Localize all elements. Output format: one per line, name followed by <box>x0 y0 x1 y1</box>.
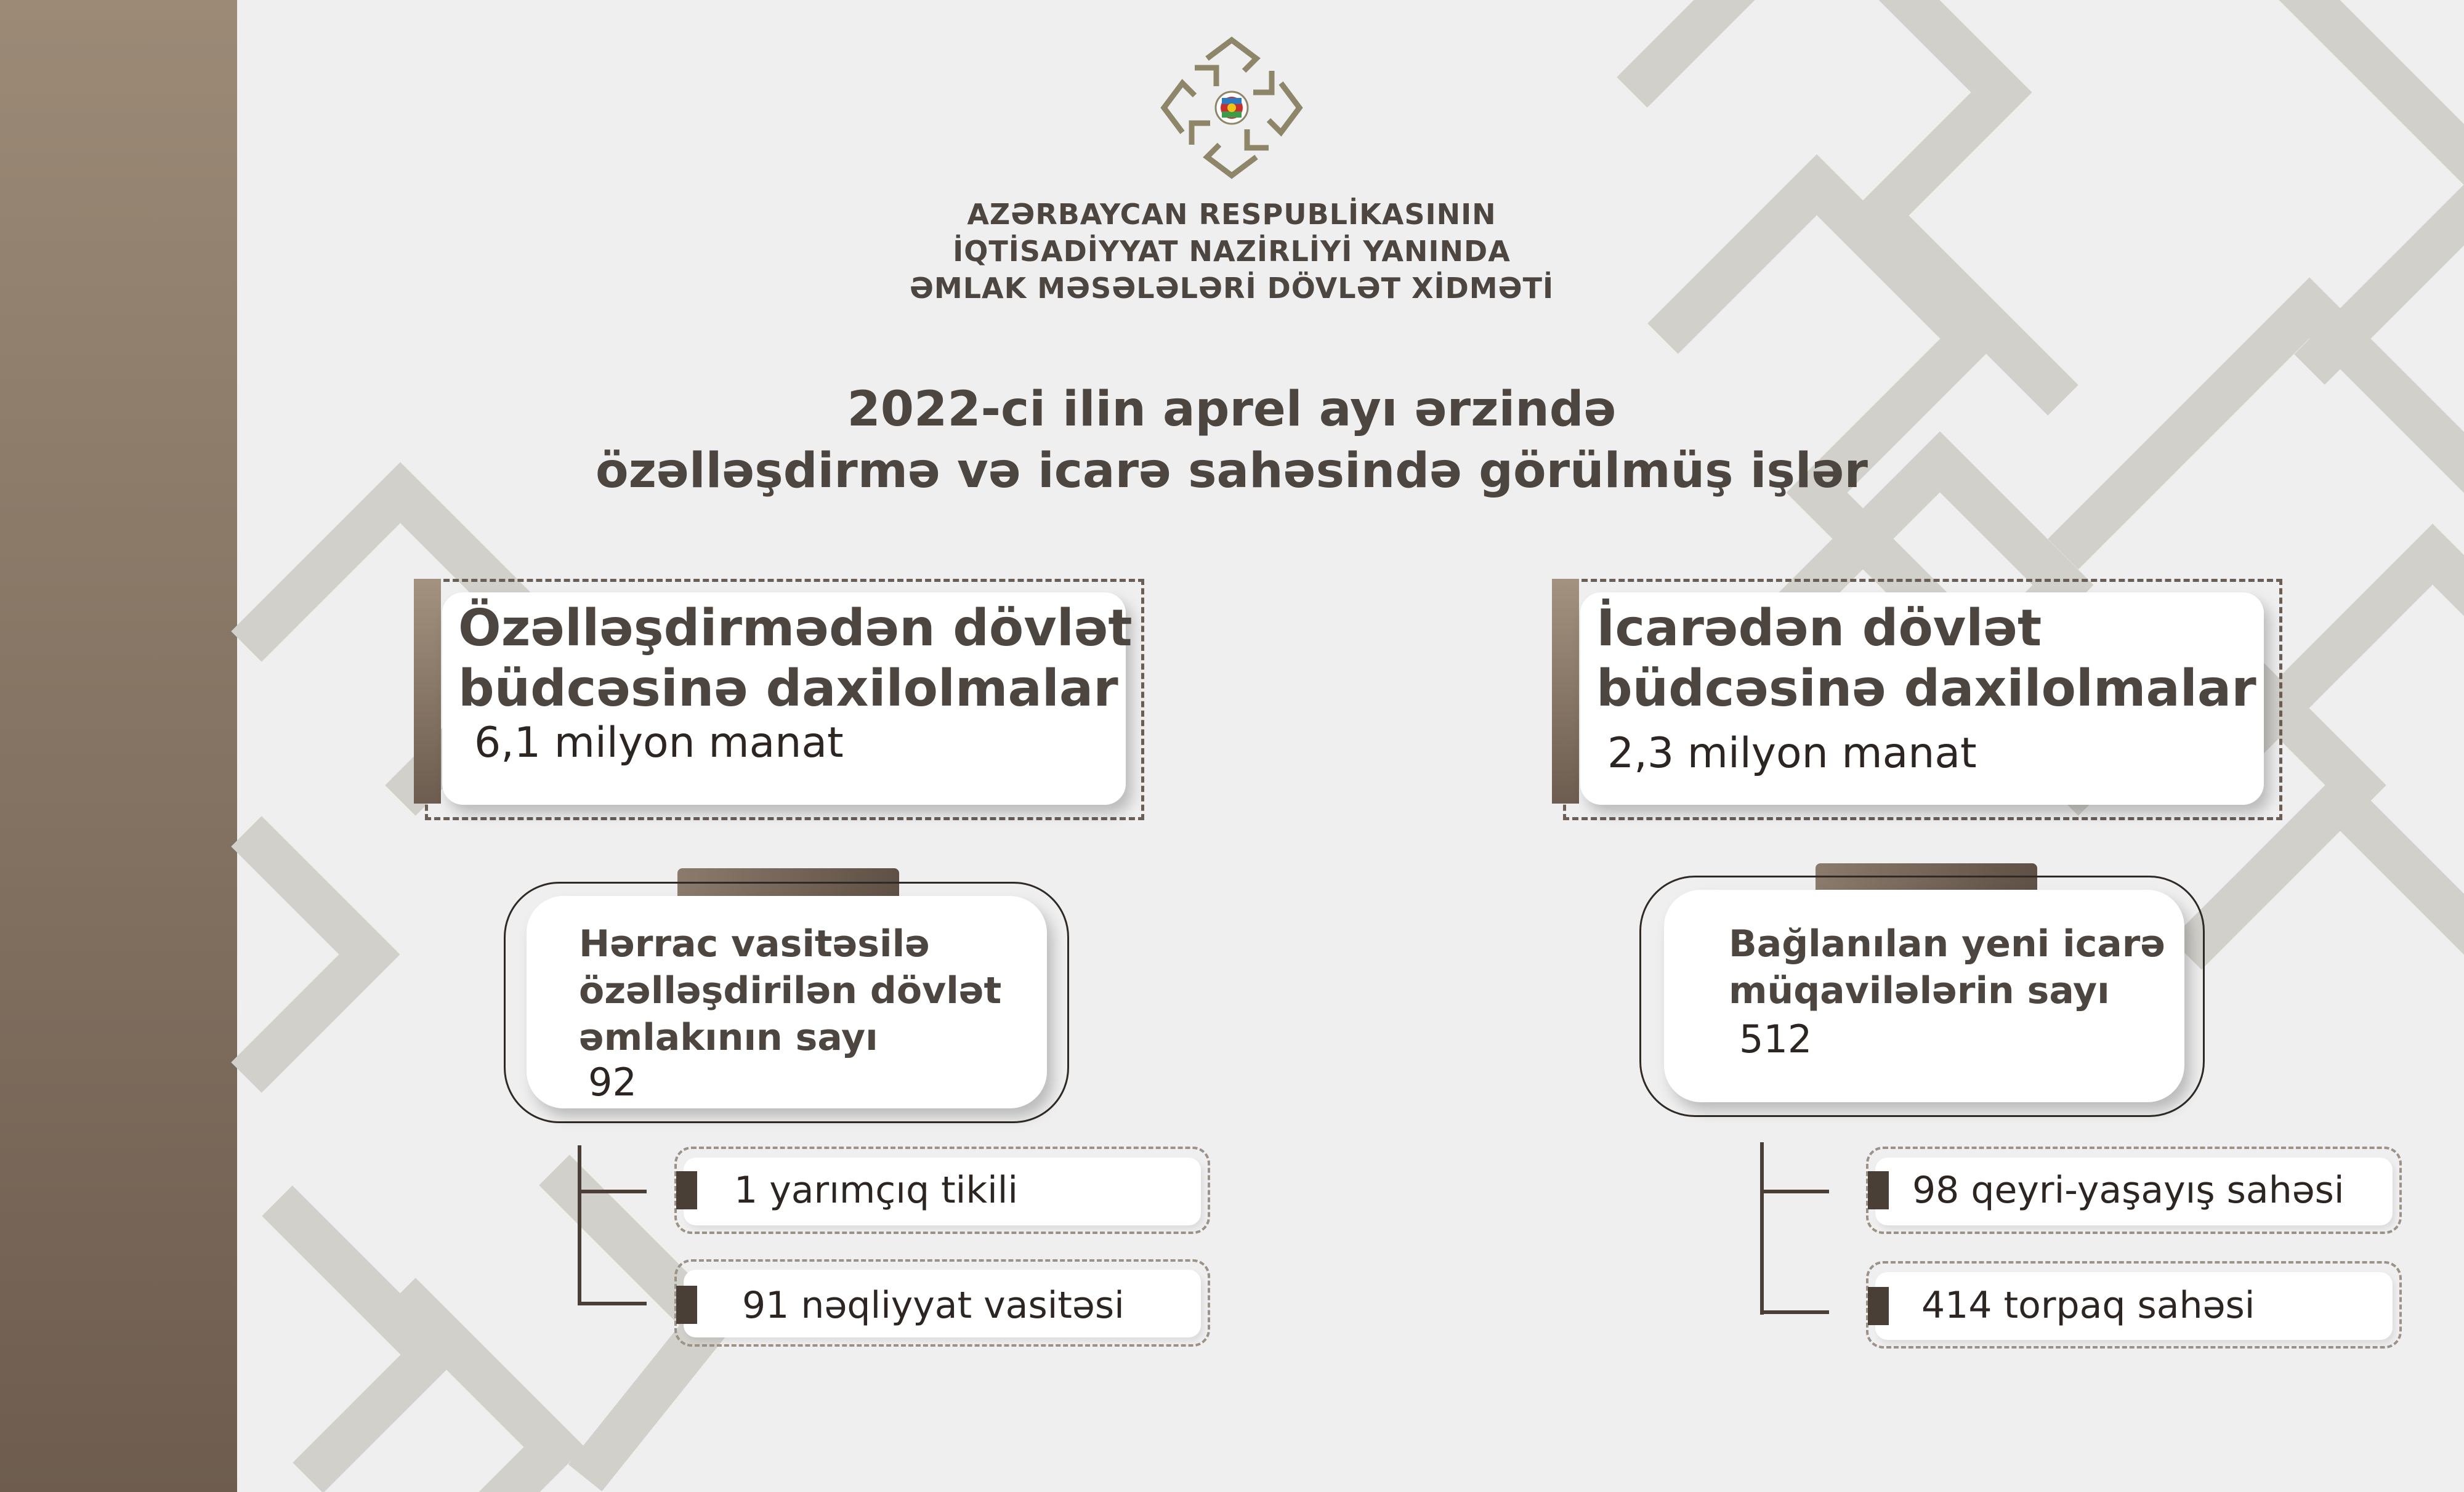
background-stroke <box>2063 308 2464 554</box>
background-stroke <box>246 831 370 1078</box>
page-title <box>493 379 1971 502</box>
organization-line-1: AZƏRBAYCAN RESPUBLİKASININ <box>967 198 1497 231</box>
bullet-tab-icon <box>676 1286 697 1324</box>
title-line-1: 2022-ci ilin aprel ayı ərzində <box>847 382 1617 437</box>
bullet-tab-icon <box>1868 1171 1889 1209</box>
auction-card <box>527 896 1047 1108</box>
auction-label-line-2: özəlləşdirilən dövlət <box>579 969 1002 1012</box>
contracts-count: 512 <box>1739 1017 1812 1062</box>
privatization-items-bracket <box>578 1145 581 1305</box>
privatization-items-bracket-top <box>578 1190 647 1193</box>
lease-items-bracket <box>1760 1142 1764 1315</box>
lease-accent-bar <box>1552 579 1579 804</box>
organization-name <box>801 196 1663 307</box>
auction-label-line-1: Hərrac vasitəsilə <box>579 922 930 966</box>
background-stroke <box>2186 800 2464 985</box>
lease-item-1: 98 qeyri-yaşayış sahəsi <box>1912 1169 2345 1212</box>
lease-amount: 2,3 milyon manat <box>1607 729 1977 778</box>
auction-count: 92 <box>588 1060 637 1105</box>
privatization-card <box>442 592 1133 805</box>
lease-heading-line-1: İcarədən dövlət <box>1596 599 2042 658</box>
lease-items-bracket-top <box>1760 1190 1829 1193</box>
privatization-item-1: 1 yarımçıq tikili <box>734 1169 1019 1212</box>
privatization-heading-line-2: büdcəsinə daxilolmalar <box>458 659 1118 718</box>
lease-card <box>1580 592 2264 805</box>
privatization-accent-bar <box>414 579 441 804</box>
privatization-heading-line-1: Özəlləşdirmədən dövlət <box>458 599 1133 658</box>
lease-heading-line-2: büdcəsinə daxilolmalar <box>1596 659 2256 718</box>
state-emblem-logo-icon <box>1158 34 1306 182</box>
contracts-label-line-1: Bağlanılan yeni icarə <box>1729 922 2166 966</box>
auction-label-line-3: əmlakının sayı <box>579 1016 878 1059</box>
privatization-amount: 6,1 milyon manat <box>474 719 844 767</box>
privatization-items-bracket-bottom <box>578 1302 647 1305</box>
privatization-item-2: 91 nəqliyyat vasitəsi <box>742 1284 1125 1327</box>
title-line-2: özəlləşdirmə və icarə sahəsində görülmüş işlər <box>596 443 1868 499</box>
bullet-tab-icon <box>1868 1287 1889 1325</box>
contracts-label-line-2: müqavilələrin sayı <box>1729 969 2110 1012</box>
bullet-tab-icon <box>676 1171 697 1209</box>
organization-line-2: İQTİSADİYYAT NAZİRLİYİ YANINDA <box>953 235 1511 268</box>
contracts-card <box>1664 890 2184 1102</box>
lease-item-2: 414 torpaq sahəsi <box>1921 1284 2255 1327</box>
organization-line-3: ƏMLAK MƏSƏLƏLƏRİ DÖVLƏT XİDMƏTİ <box>909 272 1554 305</box>
background-stroke <box>277 1201 431 1478</box>
lease-items-bracket-bottom <box>1760 1310 1829 1314</box>
